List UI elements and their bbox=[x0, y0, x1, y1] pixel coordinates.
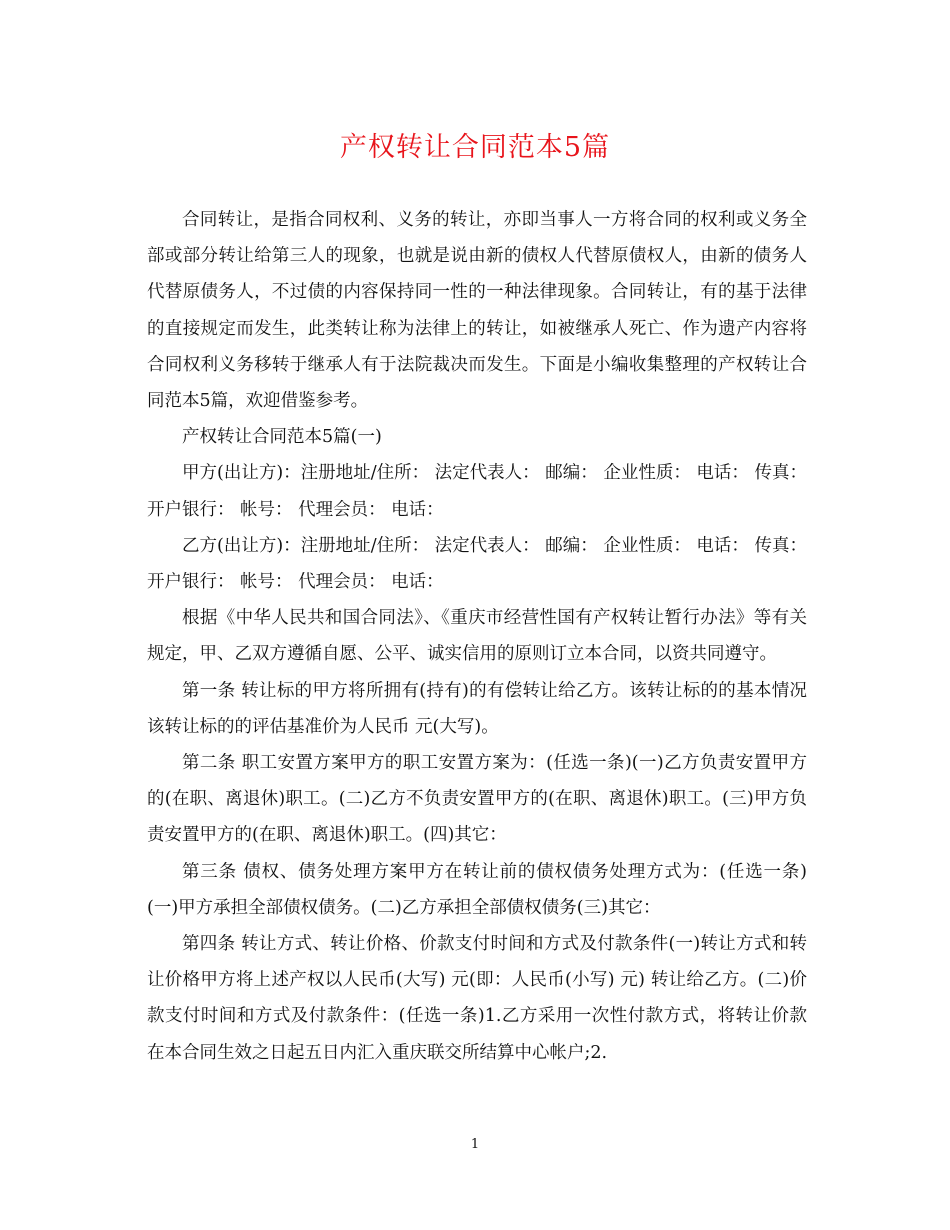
article-3-paragraph: 第三条 债权、债务处理方案甲方在转让前的债权债务处理方式为：(任选一条)(一)甲方承担全部债权债务。(二)乙方承担全部债权债务(三)其它： bbox=[147, 861, 807, 918]
intro-paragraph: 合同转让，是指合同权利、义务的转让，亦即当事人一方将合同的权利或义务全部或部分转让给第三人的现象，也就是说由新的债权人代替原债权人，由新的债务人代替原债务人，不过债的内容保持同一性的一种法律现象。合同转让，有的基于法律的直接规定而发生，此类转让称为法律上的转让，如被继承人死亡、作为遗产内容将合同权利义务移转于继承人有于法院裁决而发生。下面是小编收集整理的产权转让合同范本5篇，欢迎借鉴参考。 bbox=[147, 210, 807, 412]
article-1-paragraph: 第一条 转让标的甲方将所拥有(持有)的有偿转让给乙方。该转让标的的基本情况 该转让标的的评估基准价为人民币 元(大写)。 bbox=[147, 680, 807, 737]
basis-paragraph: 根据《中华人民共和国合同法》、《重庆市经营性国有产权转让暂行办法》等有关规定，甲、乙双方遵循自愿、公平、诚实信用的原则订立本合同，以资共同遵守。 bbox=[147, 608, 807, 665]
page-number: 1 bbox=[470, 1137, 480, 1152]
document-body bbox=[147, 202, 807, 1071]
article-2-paragraph: 第二条 职工安置方案甲方的职工安置方案为：(任选一条)(一)乙方负责安置甲方的(在职、离退休)职工。(二)乙方不负责安置甲方的(在职、离退休)职工。(三)甲方负责安置甲方的(在职、离退休)职工。(四)其它： bbox=[147, 753, 807, 846]
section-heading: 产权转让合同范本5篇(一) bbox=[182, 427, 382, 448]
party-a-paragraph: 甲方(出让方)：注册地址/住所： 法定代表人： 邮编： 企业性质： 电话： 传真： 开户银行： 帐号： 代理会员： 电话： bbox=[147, 463, 807, 520]
document-title: 产权转让合同范本5篇 bbox=[339, 132, 611, 163]
party-b-paragraph: 乙方(出让方)：注册地址/住所： 法定代表人： 邮编： 企业性质： 电话： 传真： 开户银行： 帐号： 代理会员： 电话： bbox=[147, 535, 807, 593]
article-4-paragraph: 第四条 转让方式、转让价格、价款支付时间和方式及付款条件(一)转让方式和转让价格甲方将上述产权以人民币(大写) 元(即：人民币(小写) 元) 转让给乙方。(二)价款支付时间和方式及付款条件：(任选一条)1.乙方采用一次性付款方式，将转让价款在本合同生效之日起五日内汇入重庆联交所结算中心帐户;2. bbox=[147, 934, 807, 1063]
